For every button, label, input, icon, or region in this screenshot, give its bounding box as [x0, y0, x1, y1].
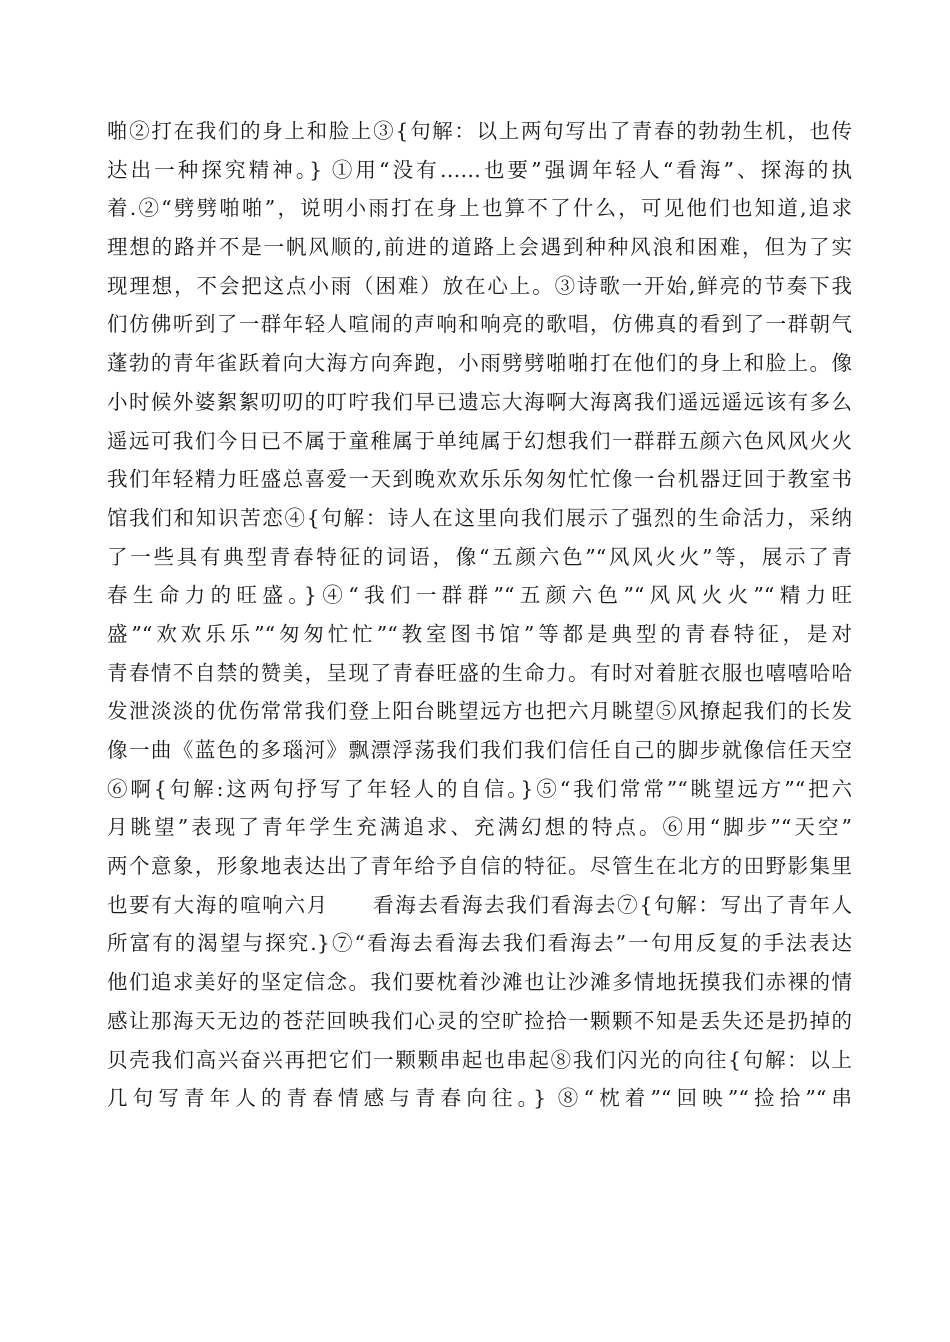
- text-line: 像一曲《蓝色的多瑙河》飘漂浮荡我们我们我们信任自己的脚步就像信任天空: [107, 738, 852, 762]
- text-line: 现理想，不会把这点小雨（困难）放在心上。③诗歌一开始,鲜亮的节奏下我: [107, 273, 852, 298]
- text-line: 感让那海天无边的苍茫回映我们心灵的空旷捡拾一颗颗不知是丢失还是扔掉的: [107, 1008, 852, 1033]
- text-line: 们仿佛听到了一群年轻人喧闹的声响和响亮的歌唱，仿佛真的看到了一群朝气: [107, 312, 852, 337]
- text-line: 所富有的渴望与探究.}⑦“看海去看海去我们看海去”一句用反复的手法表达: [107, 931, 852, 956]
- text-line: 馆我们和知识苦恋④{句解：诗人在这里向我们展示了强烈的生命活力，采纳: [107, 505, 852, 530]
- text-line: 发泄淡淡的优伤常常我们登上阳台眺望远方也把六月眺望⑤风撩起我们的长发: [107, 699, 852, 724]
- text-line: 着.②“劈劈啪啪”，说明小雨打在身上也算不了什么，可见他们也知道,追求: [107, 196, 852, 221]
- text-line: 啪②打在我们的身上和脸上③{句解：以上两句写出了青春的勃勃生机，也传: [107, 119, 852, 143]
- text-line: 春生命力的旺盛。}④“我们一群群”“五颜六色”“风风火火”“精力旺: [107, 583, 852, 608]
- text-line: 他们追求美好的坚定信念。我们要枕着沙滩也让沙滩多情地抚摸我们赤裸的情: [107, 970, 852, 995]
- text-line: 小时候外婆絮絮叨叨的叮咛我们早已遗忘大海啊大海离我们遥远遥远该有多么: [107, 389, 852, 414]
- body-text: [107, 112, 852, 1118]
- text-line: 也要有大海的喧响六月 看海去看海去我们看海去⑦{句解：写出了青年人: [107, 892, 852, 917]
- text-line: 两个意象，形象地表达出了青年给予自信的特征。尽管生在北方的田野影集里: [107, 854, 852, 879]
- text-line: 贝壳我们高兴奋兴再把它们一颗颗串起也串起⑧我们闪光的向往{句解：以上: [107, 1047, 852, 1072]
- text-line: 蓬勃的青年雀跃着向大海方向奔跑，小雨劈劈啪啪打在他们的身上和脸上。像: [107, 351, 852, 376]
- text-line: 盛”“欢欢乐乐”“匆匆忙忙”“教室图书馆”等都是典型的青春特征，是对: [107, 621, 852, 646]
- text-line: 我们年轻精力旺盛总喜爱一天到晚欢欢乐乐匆匆忙忙像一台机器迂回于教室书: [107, 467, 852, 492]
- text-line: 遥远可我们今日已不属于童稚属于单纯属于幻想我们一群群五颜六色风风火火: [107, 428, 852, 453]
- text-line: 月眺望”表现了青年学生充满追求、充满幻想的特点。⑥用“脚步”“天空”: [107, 815, 852, 840]
- text-line: 理想的路并不是一帆风顺的,前进的道路上会遇到种种风浪和困难，但为了实: [107, 235, 852, 260]
- text-line: 达出一种探究精神。} ①用“没有……也要”强调年轻人“看海”、探海的执: [107, 157, 852, 182]
- text-line: ⑥啊{句解:这两句抒写了年轻人的自信。}⑤“我们常常”“眺望远方”“把六: [107, 776, 852, 801]
- text-line: 了一些具有典型青春特征的词语，像“五颜六色”“风风火火”等，展示了青: [107, 544, 852, 569]
- text-line: 青春情不自禁的赞美，呈现了青春旺盛的生命力。有时对着脏衣服也嘻嘻哈哈: [107, 660, 852, 685]
- text-line: 几句写青年人的青春情感与青春向往。} ⑧“枕着”“回映”“捡拾”“串: [107, 1086, 852, 1111]
